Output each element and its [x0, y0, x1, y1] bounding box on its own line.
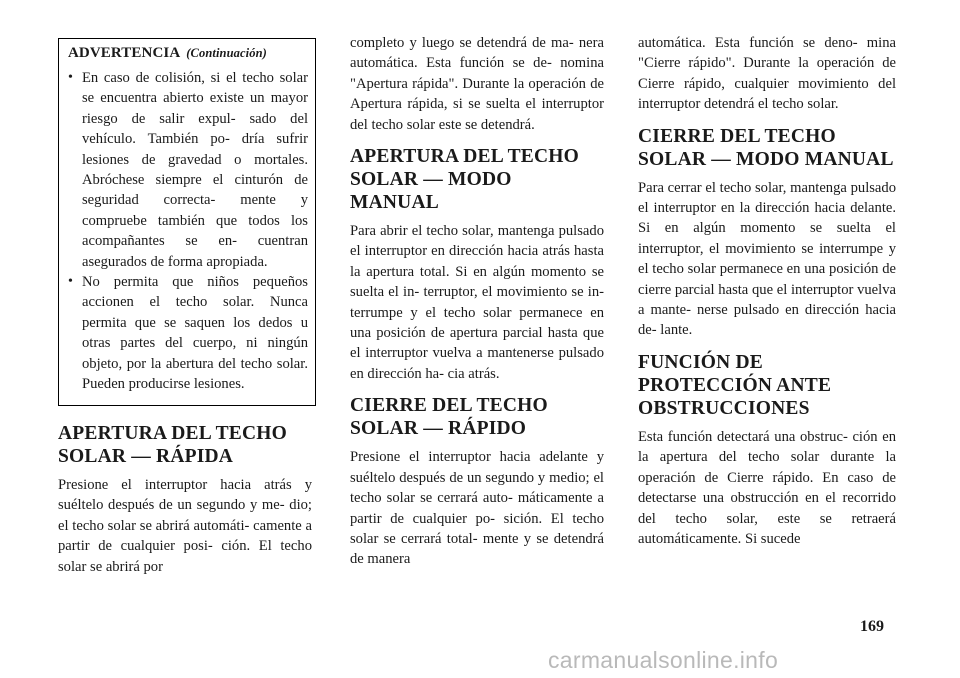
- section-heading: CIERRE DEL TECHO SOLAR — RÁPIDO: [350, 395, 548, 440]
- warning-continuation: (Continuación): [186, 46, 267, 60]
- warning-box: [58, 38, 316, 406]
- warning-title: ADVERTENCIA: [68, 45, 180, 61]
- continued-paragraph: automática. Esta función se deno- mina "Cierre rápido". Durante la operación de Cierre rápido, cualquier movimiento del interruptor detendrá el techo solar.: [638, 35, 896, 113]
- warning-item: • En caso de colisión, si el techo solar se encuentra abierto existe un mayor riesgo de salir expul- sado del vehículo. También po- dría sufrir lesiones de gravedad o mortales. Abróchese siempre el cinturón de seguridad correcta- mente y compruebe también que todos los acompañantes se en- cuentran asegurados de forma apropiada.: [68, 68, 308, 272]
- watermark: carmanualsonline.info: [548, 647, 779, 673]
- section-paragraph: Para cerrar el techo solar, mantenga pulsado el interruptor en la dirección hacia delante. Si en algún momento se suelta el interruptor, el movimiento se interrumpe y el techo solar permanece en una posición de cierre parcial hasta que el interruptor vuelva a mante- nerse pulsado en dirección hacia de- lante.: [638, 179, 896, 339]
- section-paragraph: Presione el interruptor hacia adelante y suéltelo después de un segundo y medio; el techo solar se cerrará auto- máticamente a partir de cualquier po- sición. El techo solar se cerrará total- mente y se detendrá de manera: [350, 449, 604, 568]
- column-left: [58, 38, 312, 587]
- section-paragraph: Para abrir el techo solar, mantenga pulsado el interruptor en dirección hacia atrás hasta la apertura total. Si en algún momento se suelta el in- terruptor, el movimiento se in- terrumpe y el techo solar permanece en una posición de apertura parcial hasta que el interruptor vuelva a mantenerse pulsado en dirección ha- cia atrás.: [350, 223, 604, 382]
- section-paragraph: Presione el interruptor hacia atrás y suéltelo después de un segundo y me- dio; el techo solar se abrirá automáti- camente a partir de cualquier posi- ción. El techo solar se abrirá por: [58, 477, 312, 575]
- warning-heading: [68, 45, 308, 62]
- column-middle: [350, 33, 604, 580]
- section-heading: FUNCIÓN DE PROTECCIÓN ANTE OBSTRUCCIONES: [638, 351, 832, 419]
- page-number: 169: [860, 618, 884, 635]
- warning-item: • No permita que niños pequeños accionen el techo solar. Nunca permita que se saquen los dedos u otras partes del cuerpo, ni ningún objeto, por la abertura del techo solar. Pueden producirse lesiones.: [68, 272, 308, 394]
- column-right: [638, 33, 896, 559]
- section-heading: CIERRE DEL TECHO SOLAR — MODO MANUAL: [638, 125, 894, 170]
- warning-list: [68, 68, 308, 395]
- section-heading: APERTURA DEL TECHO SOLAR — MODO MANUAL: [350, 146, 580, 214]
- continued-paragraph: completo y luego se detendrá de ma- nera automática. Esta función se de- nomina "Apertura rápida". Durante la operación de Apertura rápida, si se suelta el interruptor del techo solar este se detendrá.: [350, 35, 604, 133]
- section-paragraph: Esta función detectará una obstruc- ción en la apertura del techo solar durante la operación de Cierre rápido. En caso de detectarse una obstrucción en el recorrido del techo solar, este se retraerá automáticamente. Si sucede: [638, 428, 896, 547]
- section-heading: APERTURA DEL TECHO SOLAR — RÁPIDA: [58, 423, 288, 467]
